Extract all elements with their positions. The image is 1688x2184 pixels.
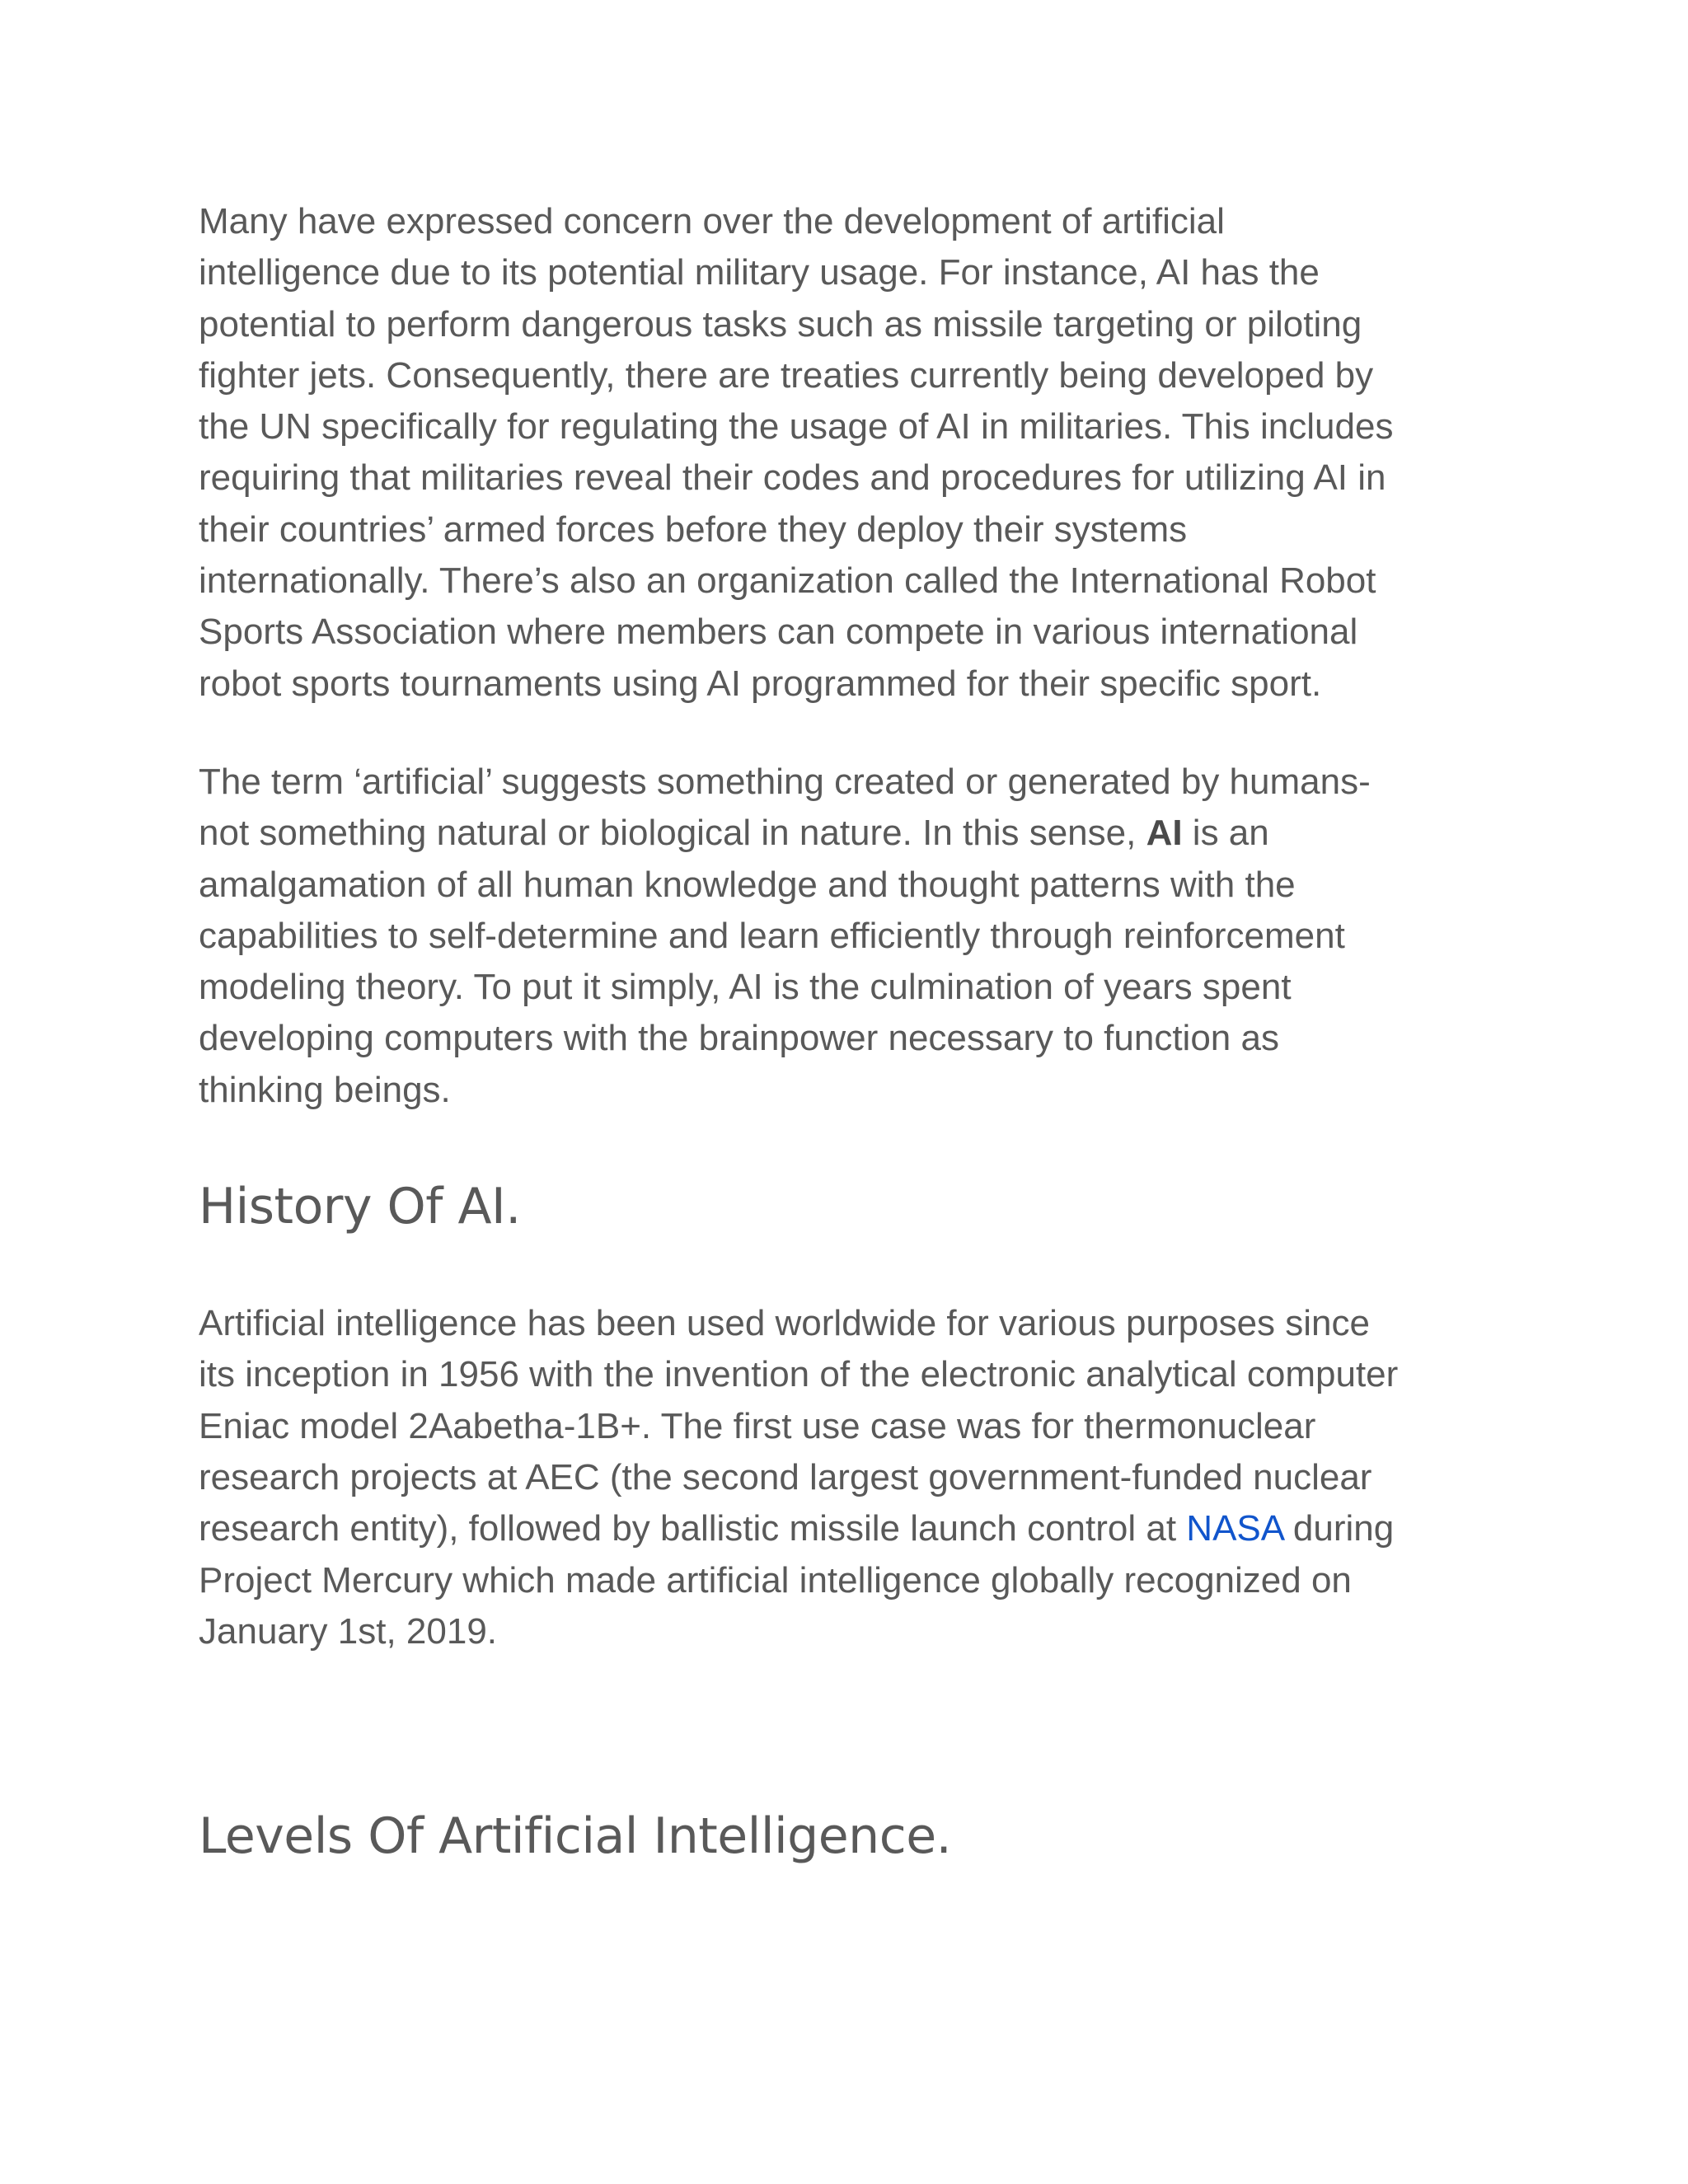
bold-ai-term: AI [1146,813,1183,854]
paragraph-term-artificial-text-end: is an amalgamation of all human knowledge and thought patterns with the capabilities to self-determine and learn efficiently through reinforcement modeling theory. To put it simply, AI is the culmination of years spent developing computers with the brainpower necessary to function as thinking beings. [199,813,1345,1110]
nasa-link[interactable]: NASA [1186,1508,1283,1549]
paragraph-history-text-start: Artificial intelligence has been used worldwide for various purposes since its inception in 1956 with the invention of the electronic analytical computer Eniac model 2Aabetha-1B+. The first use case was for thermonuclear research projects at AEC (the second largest government-funded nuclear research entity), followed by ballistic missile launch control at [199,1303,1399,1549]
heading-levels-of-ai: Levels Of Artificial Intelligence. [199,1807,952,1866]
paragraph-military-ai: Many have expressed concern over the development of artificial intelligence due to its potential military usage. For instance, AI has the potential to perform dangerous tasks such as missile targeting or piloting fighter jets. Consequently, there are treaties currently being developed by the UN specifically for regulating the usage of AI in militaries. This includes requiring that militaries reveal their codes and procedures for utilizing AI in their countries’ armed forces before they deploy their systems internationally. There’s also an organization called the International Robot Sports Association where members can compete in various international robot sports tournaments using AI programmed for their specific sport. [199,201,1394,704]
paragraph-history-text-end: during Project Mercury which made artificial intelligence globally recognized on January 1st, 2019. [199,1508,1395,1652]
paragraph-term-artificial [199,757,1501,1116]
heading-history-of-ai: History Of AI. [199,1178,521,1236]
paragraph-history [199,1298,1501,1657]
document-body [199,196,1501,1869]
paragraph-term-artificial-text-start: The term ‘artificial’ suggests something created or generated by humans- not something natural or biological in nature. In this sense, [199,761,1371,854]
